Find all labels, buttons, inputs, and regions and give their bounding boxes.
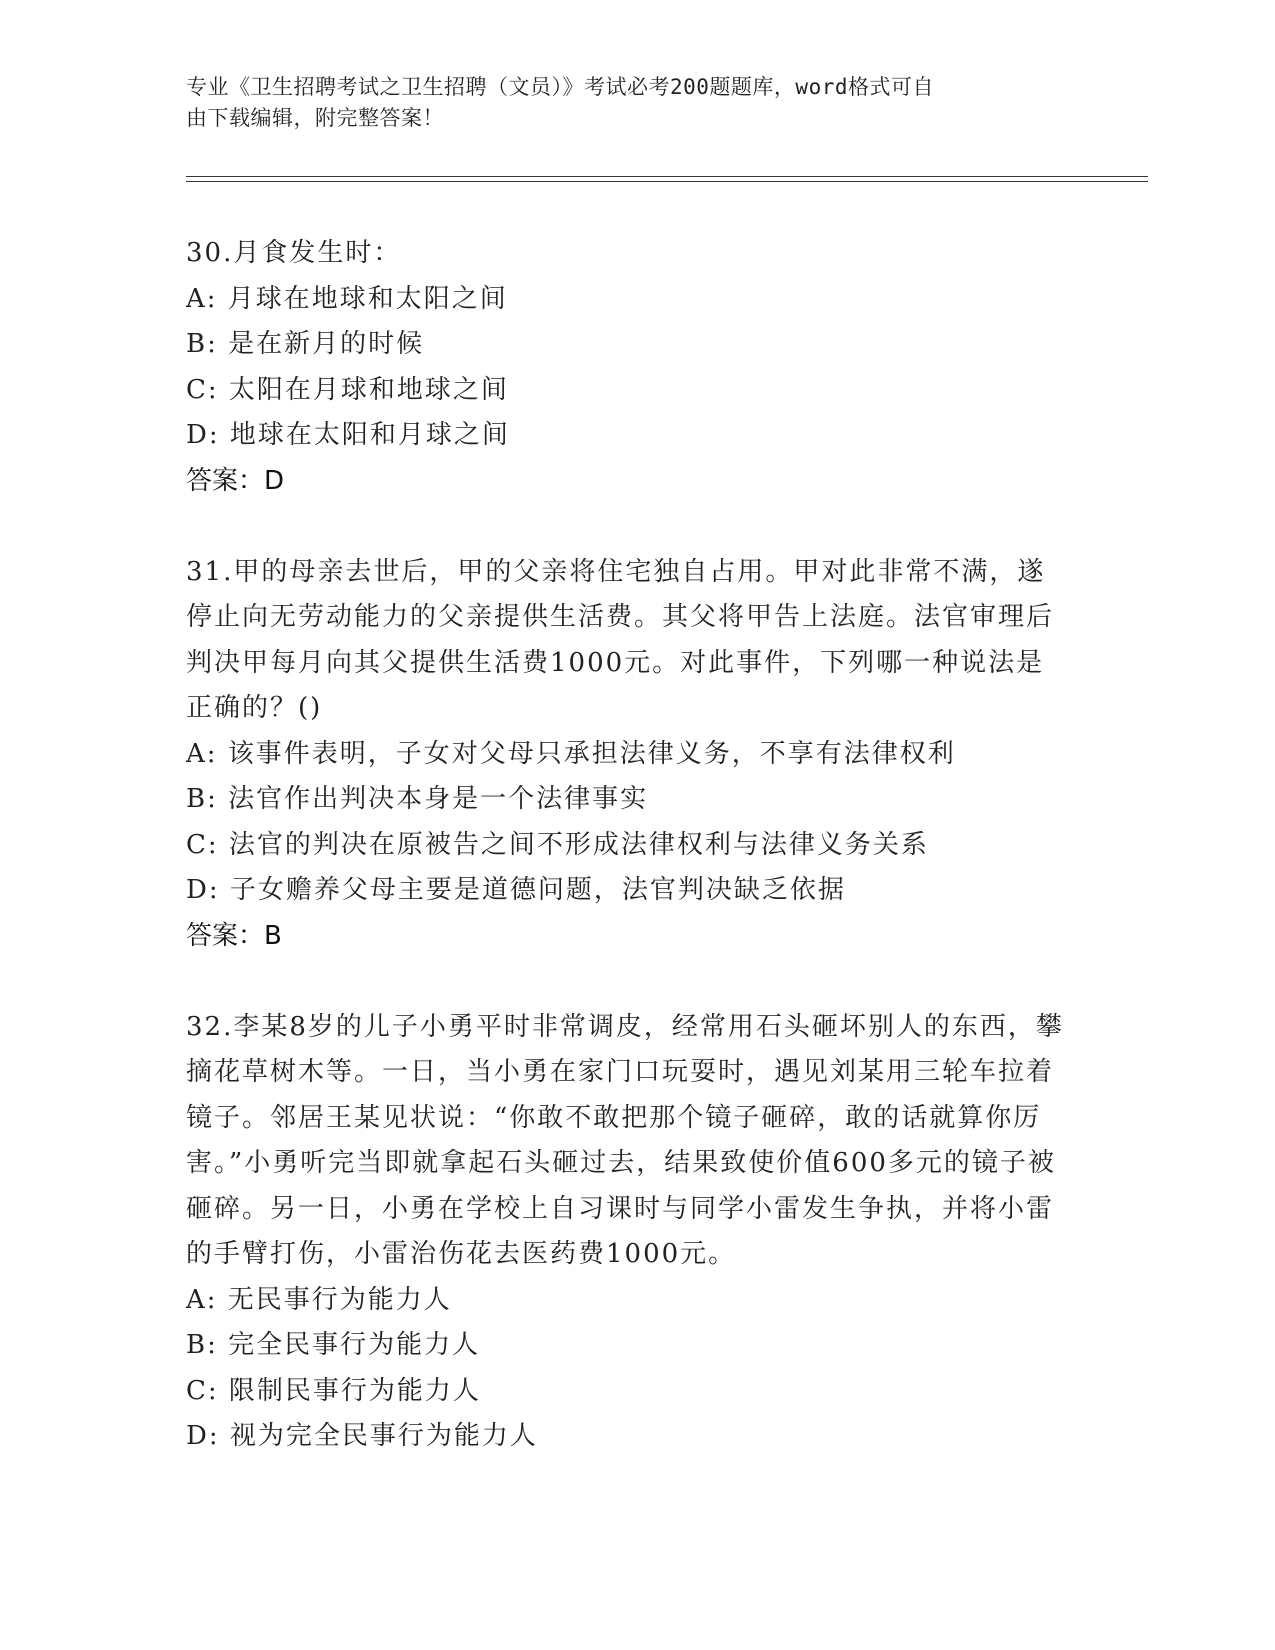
option-c: C: 限制民事行为能力人 xyxy=(186,1375,481,1406)
option-d: D: 地球在太阳和月球之间 xyxy=(186,420,510,450)
option-b: B: 法官作出判决本身是一个法律事实 xyxy=(186,784,649,814)
option-c: C: 太阳在月球和地球之间 xyxy=(186,374,509,405)
answer-line: 答案：B xyxy=(186,920,282,951)
question-stem: 30.月食发生时： xyxy=(186,238,402,268)
question-stem: 31.甲的母亲去世后，甲的父亲将住宅独自占用。甲对此非常不满，遂停止向无劳动能力的父亲提供生活费。其父将甲告上法庭。法官审理后判决甲每月向其父提供生活费1000元。对此事件，下列哪一种说法是正确的？() xyxy=(186,556,1055,723)
option-b: B: 完全民事行为能力人 xyxy=(186,1330,481,1360)
option-d: D: 子女赡养父母主要是道德问题，法官判决缺乏依据 xyxy=(186,875,846,905)
header-divider-bottom xyxy=(186,181,1148,182)
question-list xyxy=(186,231,1066,1506)
answer-line: 答案：D xyxy=(186,465,285,496)
header-line-2: 由下载编辑，附完整答案！ xyxy=(186,106,444,130)
option-a: A: 无民事行为能力人 xyxy=(186,1284,452,1315)
question-32 xyxy=(186,1005,1066,1460)
question-31 xyxy=(186,550,1066,959)
question-stem: 32.李某8岁的儿子小勇平时非常调皮，经常用石头砸坏别人的东西，攀摘花草树木等。一日，当小勇在家门口玩耍时，遇见刘某用三轮车拉着镜子。邻居王某见状说：“你敢不敢把那个镜子砸碎，敢的话就算你厉害。”小勇听完当即就拿起石头砸过去，结果致使价值600多元的镜子被砸碎。另一日，小勇在学校上自习课时与同学小雷发生争执，并将小雷的手臂打伤，小雷治伤花去医药费1000元。 xyxy=(186,1011,1064,1269)
option-d: D: 视为完全民事行为能力人 xyxy=(186,1421,538,1451)
option-b: B: 是在新月的时候 xyxy=(186,329,425,359)
document-header xyxy=(186,72,1066,134)
header-divider-top xyxy=(186,176,1148,177)
header-line-1: 专业《卫生招聘考试之卫生招聘（文员）》考试必考200题题库，word格式可自 xyxy=(186,75,934,99)
option-c: C: 法官的判决在原被告之间不形成法律权利与法律义务关系 xyxy=(186,829,929,860)
option-a: A: 月球在地球和太阳之间 xyxy=(186,283,508,314)
option-a: A: 该事件表明，子女对父母只承担法律义务，不享有法律权利 xyxy=(186,738,956,769)
question-30 xyxy=(186,231,1066,504)
